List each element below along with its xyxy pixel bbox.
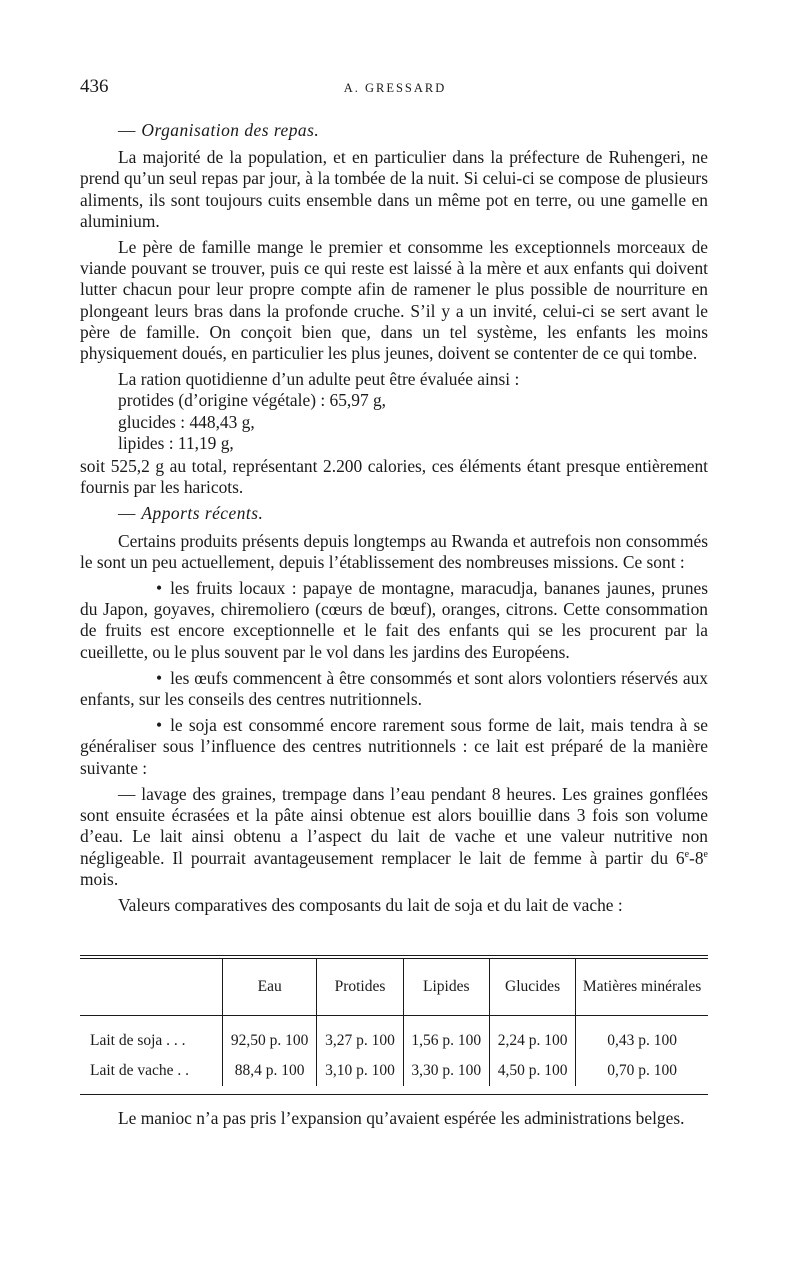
paragraph [80, 784, 708, 890]
bullet-paragraph [80, 578, 708, 663]
column-header: Protides [317, 959, 403, 1016]
bullet-paragraph [80, 668, 708, 710]
table-rule [80, 1094, 708, 1095]
bullet-icon: • [156, 578, 163, 599]
bullet-icon: • [156, 715, 163, 736]
soja-tail: mois. [80, 868, 119, 889]
table-cell: 1,56 p. 100 [403, 1016, 489, 1057]
superscript: e [703, 848, 708, 860]
table-cell: 2,24 p. 100 [489, 1016, 575, 1057]
row-label: Lait de soja . . . [90, 1032, 186, 1049]
column-header: Matières minérales [576, 959, 708, 1016]
paragraph: Le père de famille mange le premier et consomme les exceptionnels morceaux de viande pouvant se trouver, puis ce qui reste est laissé à la mère et aux enfants qui doivent lutter chacun pour leur propre compte afin de ramener le plus possible de nourriture en plongeant leurs bras dans la profonde cruche. S’il y a un invité, celui-ci se sert avant le père de famille. On conçoit bien que, dans un tel système, les enfants les moins physiquement doués, en particulier les plus jeunes, doivent se contenter de ce qui tombe. [80, 237, 708, 364]
section-heading-apports [80, 503, 708, 524]
closing-paragraph: Le manioc n’a pas pris l’expansion qu’avaient espérée les administrations belges. [118, 1108, 685, 1128]
heading-text: Apports récents. [141, 503, 264, 524]
page-header [80, 76, 710, 100]
table-cell: 3,27 p. 100 [317, 1016, 403, 1057]
paragraph: La majorité de la population, et en particulier dans la préfecture de Ruhengeri, ne prend qu’un seul repas par jour, à la tombée de la nuit. Si celui-ci se compose de plusieurs aliments, ils sont toujours cuits ensemble dans un même pot en terre, ou une gamelle en aluminium. [80, 147, 708, 231]
bullet-text: les œufs commencent à être consommés et sont alors volontiers réservés aux enfants, sur les conseils des centres nutritionnels. [80, 667, 708, 710]
paragraph: Valeurs comparatives des composants du lait de soja et du lait de vache : [118, 894, 623, 915]
bullet-icon: • [156, 667, 163, 688]
running-head: A. GRESSARD [343, 81, 447, 95]
table-cell: 3,30 p. 100 [403, 1056, 489, 1086]
bullet-text: le soja est consommé encore rarement sous forme de lait, mais tendra à se généraliser sous l’influence des centres nutritionnels : ce lait est préparé de la manière suivante : [80, 715, 708, 778]
paragraph: Certains produits présents depuis longtemps au Rwanda et autrefois non consommés le sont un peu actuellement, depuis l’établissement des nombreuses missions. Ce sont : [80, 530, 708, 572]
paragraph: soit 525,2 g au total, représentant 2.200 calories, ces éléments étant presque entièrement fournis par les haricots. [80, 456, 708, 498]
bullet-text: les fruits locaux : papaye de montagne, maracudja, bananes jaunes, prunes du Japon, goyaves, chiremoliero (cœurs de bœuf), oranges, citrons. Cette consommation de fruits est encore exceptionnelle et le fait des enfants qui se les procurent par la cueillette, ou le plus souvent par le vol dans les jardins des Européens. [80, 578, 708, 662]
column-header: Lipides [403, 959, 489, 1016]
table-cell: 92,50 p. 100 [223, 1016, 317, 1057]
superscript: e [684, 848, 690, 860]
table-cell: 3,10 p. 100 [317, 1056, 403, 1086]
body-text [80, 118, 708, 921]
soja-text: — lavage des graines, trempage dans l’eau pendant 8 heures. Les graines gonflées sont ensuite écrasées et la pâte ainsi obtenue est alors bouillie dans 3 fois son volume d’eau. Le lait ainsi obtenu a l’aspect du lait de vache et une valeur nutritive non négligeable. Il pourrait avantageusement remplacer le lait de femme à partir du 6 [80, 783, 708, 868]
paragraph: La ration quotidienne d’un adulte peut être évaluée ainsi : [118, 369, 520, 390]
ration-item: protides (d’origine végétale) : 65,97 g, [118, 390, 387, 411]
table-row [80, 1016, 708, 1057]
ration-list [118, 390, 708, 454]
table-rule [80, 955, 708, 956]
column-header: Glucides [489, 959, 575, 1016]
bullet-paragraph [80, 715, 708, 779]
table-row [80, 1056, 708, 1086]
table-cell: 4,50 p. 100 [489, 1056, 575, 1086]
table-cell: 0,70 p. 100 [576, 1056, 708, 1086]
table-cell: 0,43 p. 100 [576, 1016, 708, 1057]
heading-dash: — [118, 503, 136, 524]
heading-text: Organisation des repas. [141, 120, 320, 140]
page-number: 436 [80, 76, 109, 97]
ration-item: glucides : 448,43 g, [118, 411, 255, 432]
section-heading-organisation [80, 120, 708, 141]
heading-dash: — [118, 120, 136, 140]
soja-range: -8 [689, 847, 704, 868]
table-corner [80, 959, 223, 1016]
ration-item: lipides : 11,19 g, [118, 432, 234, 453]
comparison-table [80, 955, 708, 1095]
row-label: Lait de vache . . [90, 1062, 189, 1079]
table-cell: 88,4 p. 100 [223, 1056, 317, 1086]
column-header: Eau [223, 959, 317, 1016]
